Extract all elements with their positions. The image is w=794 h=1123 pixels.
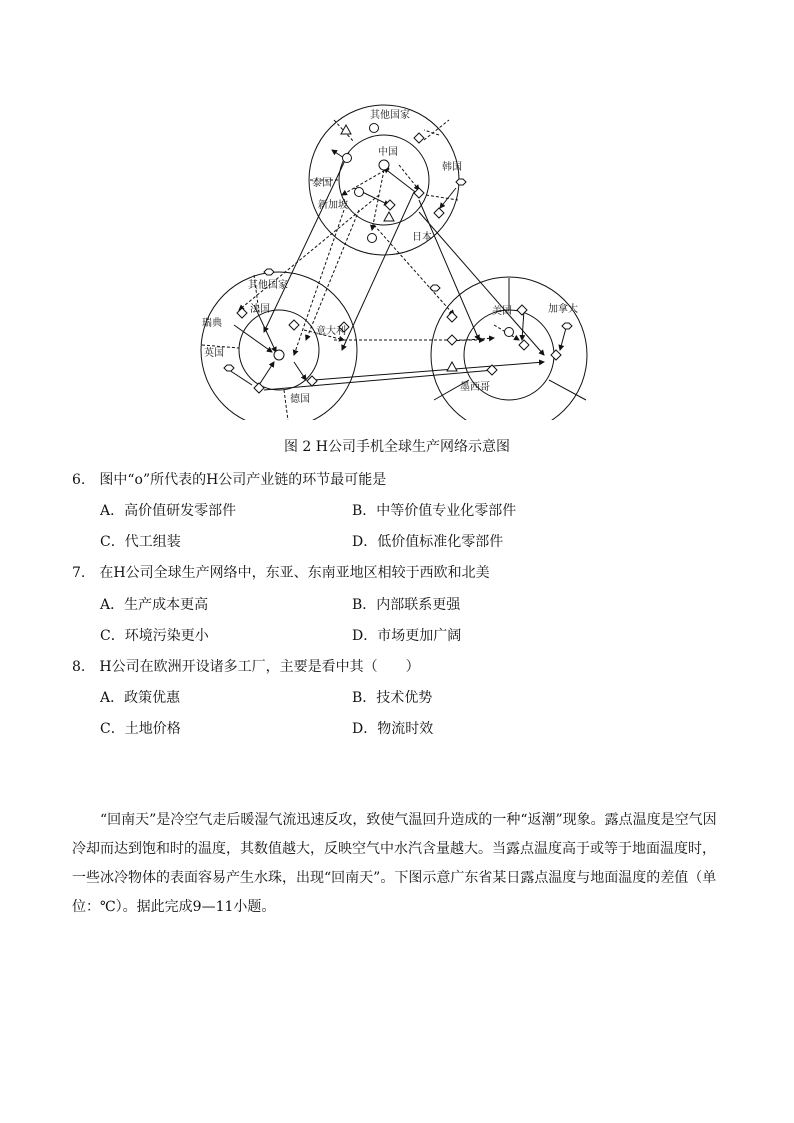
node-circle-other-asia xyxy=(370,124,379,133)
node-diamond-7 xyxy=(254,383,264,393)
label-singapore: 新加坡 xyxy=(318,200,348,211)
label-thailand: 泰国 xyxy=(312,178,332,189)
node-diamond-12 xyxy=(519,340,529,350)
q6-option-c: C．代工组装 xyxy=(100,534,181,550)
q8-option-d: D．物流时效 xyxy=(352,721,434,737)
label-japan: 日本 xyxy=(412,232,432,243)
figure-caption: 图 2 H公司手机全球生产网络示意图 xyxy=(283,439,511,455)
q7-option-d: D．市场更加广阔 xyxy=(352,628,462,644)
label-mexico: 墨西哥 xyxy=(460,382,490,393)
node-circle-china xyxy=(379,160,389,170)
node-hexagon-4 xyxy=(562,323,572,329)
label-uk: 英国 xyxy=(204,348,224,359)
node-circle-thailand xyxy=(343,154,352,163)
label-sweden: 瑞典 xyxy=(202,318,222,329)
node-triangle-3 xyxy=(447,362,457,371)
node-diamond-1 xyxy=(414,133,424,143)
label-other-europe: 其他国家 xyxy=(248,280,288,291)
node-circle-singapore xyxy=(355,188,364,197)
q6-option-b: B．中等价值专业化零部件 xyxy=(352,503,517,519)
label-china: 中国 xyxy=(378,147,398,158)
node-diamond-9 xyxy=(237,308,247,318)
label-italy: 意大利 xyxy=(316,326,346,337)
node-diamond-4 xyxy=(385,200,395,210)
passage-text: “回南天”是冷空气走后暖湿气流迅速反攻，致使气温回升造成的一种“返潮”现象。露点温度是空气因冷却而达到饱和时的温度，其数值越大，反映空气中水汽含量越大。当露点温度高于或等于地面温度时，一些冰冷物体的表面容易产生水珠，出现“回南天”。下图示意广东省某日露点温度与地面温度的差值（单位：℃）。据此完成9—11小题。 xyxy=(72,812,717,915)
node-circle-usa xyxy=(505,328,514,337)
label-korea: 韩国 xyxy=(442,162,462,173)
label-canada: 加拿大 xyxy=(548,304,578,315)
node-hexagon-1 xyxy=(456,179,466,185)
label-usa: 美国 xyxy=(492,306,512,317)
node-diamond-8 xyxy=(289,320,299,330)
label-other-asia: 其他国家 xyxy=(370,110,410,121)
q8-option-a: A．政策优惠 xyxy=(100,690,181,706)
question-8-stem: 8. H公司在欧洲开设诸多工厂，主要是看中其（ ） xyxy=(72,659,420,675)
node-hexagon-3 xyxy=(224,365,234,371)
q6-option-d: D．低价值标准化零部件 xyxy=(352,534,504,550)
node-diamond-2 xyxy=(414,188,424,198)
node-diamond-14 xyxy=(447,312,457,322)
label-germany: 德国 xyxy=(290,394,310,405)
q7-option-c: C．环境污染更小 xyxy=(100,628,209,644)
q8-option-c: C．土地价格 xyxy=(100,721,181,737)
question-7-stem: 7. 在H公司全球生产网络中，东亚、东南亚地区相较于西欧和北美 xyxy=(72,565,490,581)
passage-paragraph xyxy=(72,806,722,922)
node-circle-france xyxy=(274,350,284,360)
production-network-figure xyxy=(194,100,594,420)
node-triangle-2 xyxy=(384,212,394,221)
node-hexagon-2 xyxy=(264,269,274,275)
q8-option-b: B．技术优势 xyxy=(352,690,433,706)
label-france: 法国 xyxy=(250,304,270,315)
network-diagram xyxy=(194,100,594,420)
node-diamond-13 xyxy=(551,350,561,360)
node-diamond-10 xyxy=(447,335,457,345)
q6-option-a: A．高价值研发零部件 xyxy=(100,503,237,519)
question-6-stem: 6. 图中“o”所代表的H公司产业链的环节最可能是 xyxy=(72,472,387,488)
node-circle-japan xyxy=(368,234,377,243)
europe-outer-circle xyxy=(201,272,357,420)
node-hexagon-5 xyxy=(430,285,440,291)
q7-option-a: A．生产成本更高 xyxy=(100,597,209,613)
q7-option-b: B．内部联系更强 xyxy=(352,597,461,613)
node-diamond-3 xyxy=(434,208,444,218)
